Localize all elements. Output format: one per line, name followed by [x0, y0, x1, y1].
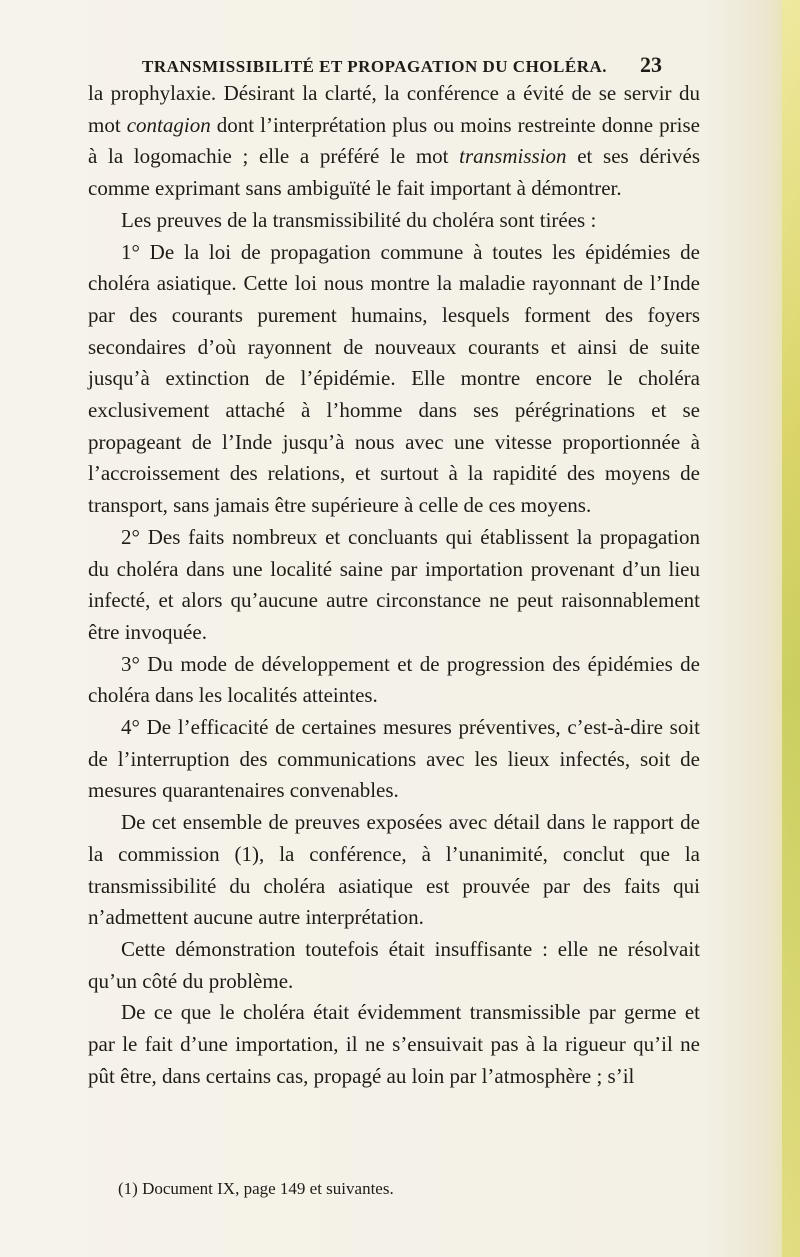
paragraph-3: 1° De la loi de propagation commune à toutes les épidémies de choléra asiatique. Cette loi nous montre la maladie rayonnant de l’Inde par des courants purement humains, lesquels forment des foyers secondaires d’où rayonnent de nouveaux courants et ainsi de suite jusqu’à extinction de l’épidémie. Elle montre encore le choléra exclusivement attaché à l’homme dans ses pérégrinations et se propageant de l’Inde jusqu’à nous avec une vitesse proportionnée à l’accroissement des relations, et surtout à la rapidité des moyens de transport, sans jamais être supérieure à celle de ces moyens. [88, 239, 700, 518]
paragraph-6: 4° De l’efficacité de certaines mesures préventives, c’est-à-dire soit de l’interruption des communications avec les lieux infectés, soit de mesures quarantenaires convenables. [88, 715, 700, 803]
page-header [142, 52, 662, 78]
running-title: TRANSMISSIBILITÉ ET PROPAGATION DU CHOLÉRA. [142, 57, 608, 76]
paragraph-9: De ce que le choléra était évidemment transmissible par germe et par le fait d’une importation, il ne s’ensuivait pas à la rigueur qu’il ne pût être, dans certains cas, propagé au loin par l’atmosphère ; s’il [88, 1000, 700, 1088]
page-edge [782, 0, 800, 1257]
footnote: (1) Document IX, page 149 et suivantes. [118, 1179, 394, 1198]
paragraph-4: 2° Des faits nombreux et concluants qui établissent la propagation du choléra dans une localité saine par importation provenant d’un lieu infecté, et alors qu’aucune autre circonstance ne peut raisonnablement être invoquée. [88, 524, 700, 644]
paragraph-8: Cette démonstration toutefois était insuffisante : elle ne résolvait qu’un côté du problème. [88, 936, 700, 993]
paragraph-7: De cet ensemble de preuves exposées avec détail dans le rapport de la commission (1), la conférence, à l’unanimité, conclut que la transmissibilité du choléra asiatique est prouvée par des faits qui n’admettent aucune autre interprétation. [88, 810, 700, 930]
body-text [88, 78, 700, 1093]
paragraph-5: 3° Du mode de développement et de progression des épidémies de choléra dans les localités atteintes. [88, 651, 700, 708]
paragraph-1: la prophylaxie. Désirant la clarté, la conférence a évité de se servir du mot contagion dont l’interprétation plus ou moins restreinte donne prise à la logomachie ; elle a préféré le mot transmission et ses dérivés comme exprimant sans ambiguïté le fait important à démontrer. [88, 81, 700, 201]
paragraph-2: Les preuves de la transmissibilité du choléra sont tirées : [121, 207, 597, 232]
page-number: 23 [640, 52, 662, 77]
